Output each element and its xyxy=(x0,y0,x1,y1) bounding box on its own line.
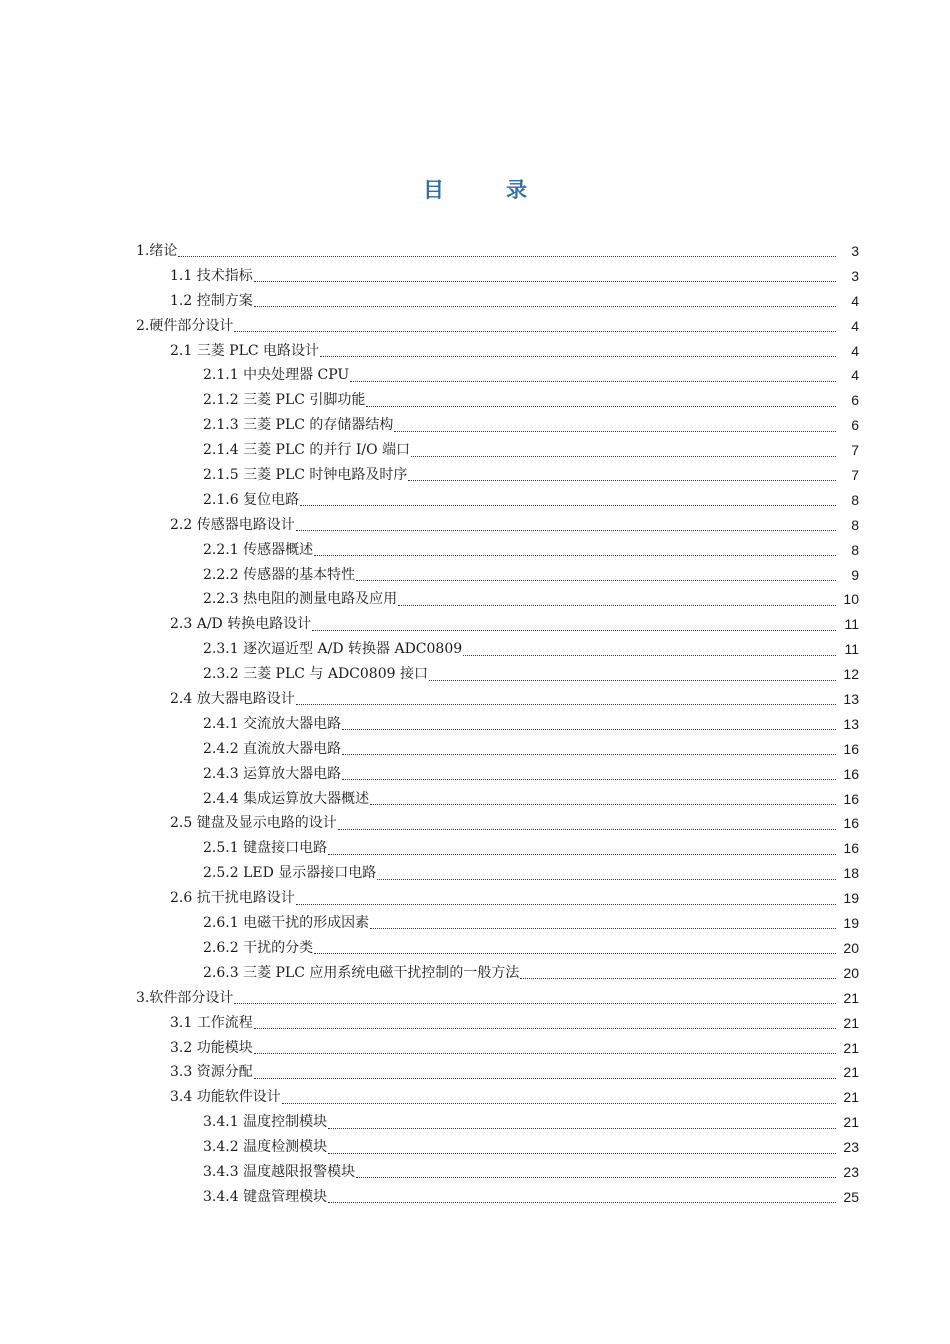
toc-entry[interactable] xyxy=(0,737,950,762)
toc-entry-label: 2.4.3 运算放大器电路 xyxy=(203,765,342,782)
toc-entry-page-number: 4 xyxy=(851,292,859,309)
toc-dot-leader xyxy=(394,430,836,432)
toc-title-char-2: 录 xyxy=(506,177,527,202)
toc-entry-page-number: 7 xyxy=(851,467,859,484)
toc-dot-leader xyxy=(178,255,836,257)
toc-entry[interactable] xyxy=(0,961,950,986)
toc-entry[interactable] xyxy=(0,388,950,413)
toc-entry-label: 1.绪论 xyxy=(136,243,178,259)
toc-entry-page-number: 10 xyxy=(843,591,859,608)
toc-entry-label: 2.5 键盘及显示电路的设计 xyxy=(170,815,337,832)
toc-dot-leader xyxy=(377,878,836,880)
toc-entry[interactable] xyxy=(0,836,950,861)
toc-dot-leader xyxy=(328,1152,836,1154)
toc-entry-label: 2.3.1 逐次逼近型 A/D 转换器 ADC0809 xyxy=(203,641,463,658)
toc-entry[interactable] xyxy=(0,1135,950,1160)
toc-entry-label: 2.4.2 直流放大器电路 xyxy=(203,740,342,757)
toc-entry-page-number: 11 xyxy=(844,641,859,658)
toc-title-char-1: 目 xyxy=(423,177,444,202)
toc-entry-page-number: 23 xyxy=(843,1163,859,1180)
toc-dot-leader xyxy=(356,1176,836,1178)
toc-dot-leader xyxy=(254,1027,836,1029)
toc-entry-page-number: 4 xyxy=(851,317,859,334)
toc-entry-page-number: 3 xyxy=(851,267,859,284)
toc-entry[interactable] xyxy=(0,513,950,538)
toc-entry-label: 2.5.2 LED 显示器接口电路 xyxy=(203,865,377,882)
toc-entry-page-number: 25 xyxy=(843,1188,859,1205)
toc-entry-label: 2.1 三菱 PLC 电路设计 xyxy=(170,342,320,359)
toc-entry-page-number: 11 xyxy=(844,616,859,633)
toc-entry-label: 1.2 控制方案 xyxy=(170,292,253,309)
toc-entry[interactable] xyxy=(0,1110,950,1135)
toc-entry[interactable] xyxy=(0,264,950,289)
toc-entry[interactable] xyxy=(0,886,950,911)
toc-entry-label: 3.2 功能模块 xyxy=(170,1039,253,1056)
toc-entry[interactable] xyxy=(0,587,950,612)
toc-dot-leader xyxy=(328,853,836,855)
toc-entry-label: 2.3 A/D 转换电路设计 xyxy=(170,616,312,633)
toc-entry[interactable] xyxy=(0,463,950,488)
toc-entry-page-number: 6 xyxy=(851,417,859,434)
toc-dot-leader xyxy=(254,305,836,307)
toc-dot-leader xyxy=(282,1102,836,1104)
toc-dot-leader xyxy=(342,778,836,780)
toc-dot-leader xyxy=(254,280,836,282)
toc-entry[interactable] xyxy=(0,612,950,637)
toc-entry-label: 3.4.4 键盘管理模块 xyxy=(203,1188,328,1205)
toc-dot-leader xyxy=(338,828,836,830)
toc-entry-label: 2.4.1 交流放大器电路 xyxy=(203,715,342,732)
toc-entry[interactable] xyxy=(0,712,950,737)
toc-entry[interactable] xyxy=(0,1060,950,1085)
toc-entry-label: 2.1.2 三菱 PLC 引脚功能 xyxy=(203,392,366,409)
toc-entry-label: 3.4 功能软件设计 xyxy=(170,1089,281,1106)
toc-entry-page-number: 3 xyxy=(851,243,859,259)
toc-list xyxy=(0,239,950,1210)
toc-entry-page-number: 19 xyxy=(843,915,859,932)
toc-entry-page-number: 21 xyxy=(843,1064,859,1081)
toc-dot-leader xyxy=(312,629,836,631)
toc-entry[interactable] xyxy=(0,438,950,463)
toc-entry-page-number: 21 xyxy=(843,1014,859,1031)
toc-dot-leader xyxy=(366,405,836,407)
toc-entry[interactable] xyxy=(0,239,950,264)
toc-dot-leader xyxy=(300,504,836,506)
toc-entry-label: 2.1.3 三菱 PLC 的存储器结构 xyxy=(203,417,394,434)
toc-entry-page-number: 16 xyxy=(843,765,859,782)
toc-entry-label: 3.1 工作流程 xyxy=(170,1014,253,1031)
toc-entry[interactable] xyxy=(0,662,950,687)
toc-entry-label: 3.3 资源分配 xyxy=(170,1064,253,1081)
toc-entry-label: 2.硬件部分设计 xyxy=(136,317,234,334)
toc-entry[interactable] xyxy=(0,1036,950,1061)
toc-dot-leader xyxy=(370,803,836,805)
toc-entry-page-number: 8 xyxy=(851,491,859,508)
toc-entry-label: 2.4.4 集成运算放大器概述 xyxy=(203,790,370,807)
toc-dot-leader xyxy=(429,679,836,681)
toc-entry-label: 2.1.4 三菱 PLC 的并行 I/O 端口 xyxy=(203,442,411,459)
toc-entry-page-number: 16 xyxy=(843,740,859,757)
toc-entry-label: 3.4.3 温度越限报警模块 xyxy=(203,1163,356,1180)
toc-dot-leader xyxy=(234,330,836,332)
toc-entry-label: 2.6 抗干扰电路设计 xyxy=(170,890,295,907)
toc-entry-page-number: 4 xyxy=(851,367,859,384)
toc-entry-label: 2.1.5 三菱 PLC 时钟电路及时序 xyxy=(203,467,408,484)
toc-dot-leader xyxy=(342,753,836,755)
toc-entry-label: 2.1.1 中央处理器 CPU xyxy=(203,367,350,384)
toc-entry-page-number: 8 xyxy=(851,541,859,558)
toc-dot-leader xyxy=(328,1201,836,1203)
toc-dot-leader xyxy=(342,728,836,730)
toc-entry-label: 2.1.6 复位电路 xyxy=(203,491,300,508)
toc-entry-label: 3.4.1 温度控制模块 xyxy=(203,1114,328,1131)
toc-entry[interactable] xyxy=(0,986,950,1011)
toc-entry[interactable] xyxy=(0,861,950,886)
toc-entry-page-number: 21 xyxy=(843,1089,859,1106)
toc-dot-leader xyxy=(463,654,836,656)
toc-entry[interactable] xyxy=(0,1011,950,1036)
toc-entry-page-number: 20 xyxy=(843,964,859,981)
toc-entry[interactable] xyxy=(0,563,950,588)
toc-entry[interactable] xyxy=(0,811,950,836)
toc-entry-label: 2.6.1 电磁干扰的形成因素 xyxy=(203,915,370,932)
toc-dot-leader xyxy=(254,1077,836,1079)
toc-entry[interactable] xyxy=(0,687,950,712)
toc-entry-page-number: 13 xyxy=(843,715,859,732)
toc-entry[interactable] xyxy=(0,787,950,812)
toc-entry-page-number: 21 xyxy=(843,1114,859,1131)
toc-entry-page-number: 4 xyxy=(851,342,859,359)
toc-entry[interactable] xyxy=(0,538,950,563)
toc-entry-label: 3.4.2 温度检测模块 xyxy=(203,1139,328,1156)
toc-entry-page-number: 13 xyxy=(843,691,859,708)
toc-entry-page-number: 16 xyxy=(843,815,859,832)
toc-dot-leader xyxy=(328,1127,836,1129)
toc-entry-label: 2.6.3 三菱 PLC 应用系统电磁干扰控制的一般方法 xyxy=(203,964,520,981)
toc-entry-label: 2.2.1 传感器概述 xyxy=(203,541,314,558)
toc-entry[interactable] xyxy=(0,289,950,314)
toc-entry[interactable] xyxy=(0,911,950,936)
toc-entry-label: 2.2.3 热电阻的测量电路及应用 xyxy=(203,591,398,608)
toc-entry[interactable] xyxy=(0,1085,950,1110)
toc-entry[interactable] xyxy=(0,637,950,662)
toc-dot-leader xyxy=(254,1052,836,1054)
toc-entry-label: 2.3.2 三菱 PLC 与 ADC0809 接口 xyxy=(203,666,428,683)
toc-entry-label: 3.软件部分设计 xyxy=(136,989,234,1006)
toc-entry[interactable] xyxy=(0,936,950,961)
toc-entry-label: 2.2.2 传感器的基本特性 xyxy=(203,566,356,583)
toc-entry[interactable] xyxy=(0,413,950,438)
toc-entry-page-number: 16 xyxy=(843,790,859,807)
toc-dot-leader xyxy=(356,579,836,581)
toc-entry-page-number: 12 xyxy=(843,666,859,683)
toc-entry-page-number: 20 xyxy=(843,939,859,956)
toc-entry-page-number: 8 xyxy=(851,516,859,533)
toc-entry-label: 2.5.1 键盘接口电路 xyxy=(203,840,328,857)
toc-dot-leader xyxy=(296,703,836,705)
toc-entry-page-number: 7 xyxy=(851,442,859,459)
toc-dot-leader xyxy=(411,455,836,457)
toc-dot-leader xyxy=(408,479,836,481)
toc-dot-leader xyxy=(234,1002,836,1004)
toc-entry-label: 2.2 传感器电路设计 xyxy=(170,516,295,533)
toc-entry-page-number: 6 xyxy=(851,392,859,409)
toc-entry-label: 2.6.2 干扰的分类 xyxy=(203,939,314,956)
toc-dot-leader xyxy=(398,604,836,606)
toc-entry-page-number: 19 xyxy=(843,890,859,907)
toc-dot-leader xyxy=(320,355,836,357)
toc-entry-label: 2.4 放大器电路设计 xyxy=(170,691,295,708)
toc-entry-page-number: 23 xyxy=(843,1139,859,1156)
toc-dot-leader xyxy=(296,529,836,531)
toc-dot-leader xyxy=(350,380,836,382)
toc-entry[interactable] xyxy=(0,314,950,339)
toc-entry-page-number: 21 xyxy=(843,1039,859,1056)
toc-entry-label: 1.1 技术指标 xyxy=(170,267,253,284)
toc-dot-leader xyxy=(370,927,836,929)
toc-dot-leader xyxy=(520,977,836,979)
toc-entry[interactable] xyxy=(0,363,950,388)
toc-entry-page-number: 16 xyxy=(843,840,859,857)
toc-entry-page-number: 21 xyxy=(843,989,859,1006)
toc-entry-page-number: 9 xyxy=(851,566,859,583)
toc-dot-leader xyxy=(314,952,836,954)
toc-dot-leader xyxy=(296,903,836,905)
toc-entry[interactable] xyxy=(0,339,950,364)
toc-entry[interactable] xyxy=(0,762,950,787)
toc-dot-leader xyxy=(314,554,836,556)
toc-entry-page-number: 18 xyxy=(843,865,859,882)
toc-entry[interactable] xyxy=(0,1160,950,1185)
toc-title xyxy=(0,174,950,204)
toc-entry[interactable] xyxy=(0,1185,950,1210)
toc-entry[interactable] xyxy=(0,488,950,513)
